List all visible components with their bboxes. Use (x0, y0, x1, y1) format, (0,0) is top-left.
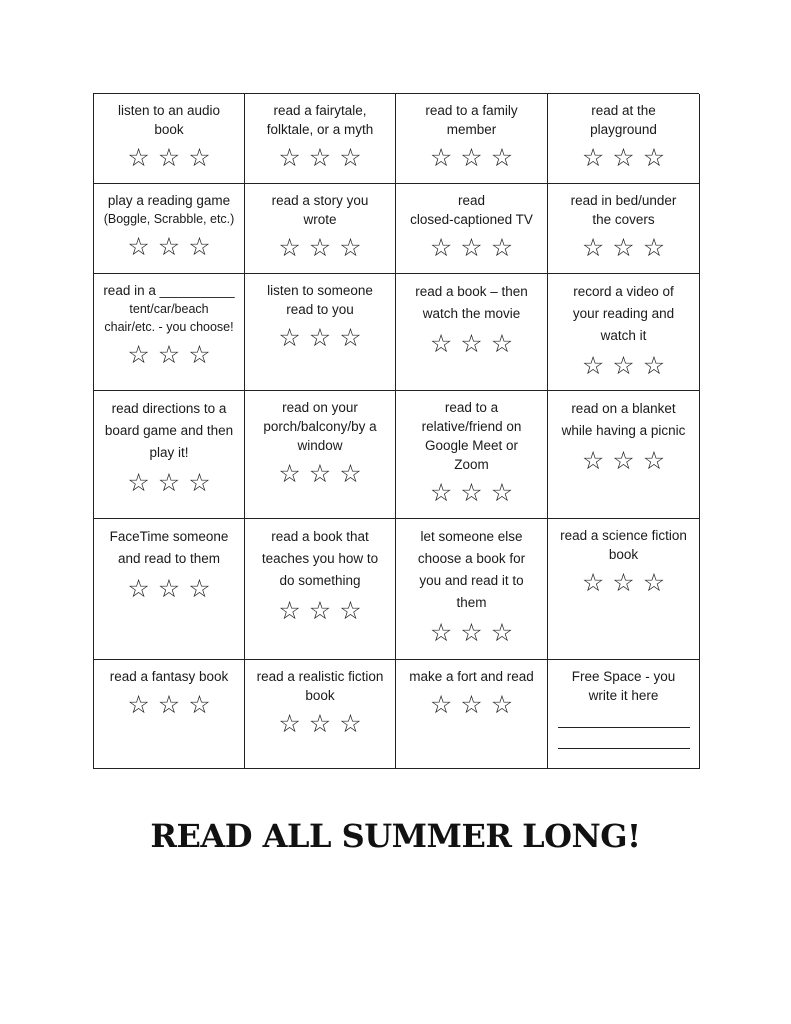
star-outline-icon[interactable]: ☆ (490, 690, 514, 719)
activity-label: make a fort and read (409, 669, 534, 684)
write-in-line[interactable] (558, 728, 690, 749)
activity-cell (396, 391, 548, 519)
activity-cell (245, 274, 396, 391)
activity-subtext: (Boggle, Scrabble, etc.) (103, 212, 235, 226)
star-outline-icon[interactable]: ☆ (460, 690, 483, 719)
star-outline-icon[interactable]: ☆ (188, 232, 211, 261)
star-outline-icon[interactable]: ☆ (429, 690, 453, 719)
activity-text (572, 667, 676, 705)
activity-text (415, 281, 528, 325)
star-outline-icon[interactable]: ☆ (490, 329, 514, 358)
activity-label: read to a family member (425, 103, 518, 137)
star-rating (582, 145, 665, 171)
activity-label: read on your porch/balcony/by a window (263, 400, 377, 453)
star-outline-icon[interactable]: ☆ (339, 233, 362, 262)
star-outline-icon[interactable]: ☆ (642, 143, 666, 172)
star-rating (127, 342, 210, 368)
activity-cell (245, 519, 396, 660)
activity-cell (94, 274, 245, 391)
star-outline-icon[interactable]: ☆ (429, 618, 453, 647)
star-outline-icon[interactable]: ☆ (612, 568, 635, 597)
star-rating (582, 448, 665, 474)
activity-cell (396, 519, 548, 660)
activity-subtext: tent/car/beach chair/etc. - you choose! (104, 302, 234, 334)
star-outline-icon[interactable]: ☆ (642, 233, 666, 262)
activity-text (272, 191, 369, 229)
star-outline-icon[interactable]: ☆ (278, 143, 301, 172)
star-outline-icon[interactable]: ☆ (308, 709, 332, 738)
page-title: READ ALL SUMMER LONG! (150, 817, 641, 855)
star-outline-icon[interactable]: ☆ (612, 143, 635, 172)
star-rating (430, 480, 513, 506)
star-outline-icon[interactable]: ☆ (429, 329, 453, 358)
star-outline-icon[interactable]: ☆ (642, 568, 666, 597)
activity-cell (396, 184, 548, 274)
activity-cell (548, 391, 700, 519)
star-outline-icon[interactable]: ☆ (127, 143, 150, 172)
star-outline-icon[interactable]: ☆ (188, 690, 211, 719)
activity-label: read a book that teaches you how to do something (261, 529, 379, 588)
star-outline-icon[interactable]: ☆ (429, 143, 453, 172)
activity-cell (548, 274, 700, 391)
activity-label: read a science fiction book (560, 528, 687, 562)
activity-cell (396, 660, 548, 769)
star-outline-icon[interactable]: ☆ (429, 478, 453, 507)
star-outline-icon[interactable]: ☆ (127, 232, 150, 261)
activity-text (103, 281, 234, 336)
activity-cell (94, 660, 245, 769)
star-outline-icon[interactable]: ☆ (188, 143, 211, 172)
activity-cell (396, 274, 548, 391)
star-outline-icon[interactable]: ☆ (612, 351, 635, 380)
activity-text (409, 667, 534, 686)
star-rating (127, 576, 210, 602)
write-in-lines (558, 713, 690, 769)
star-outline-icon[interactable]: ☆ (308, 323, 332, 352)
activity-label: read to a relative/friend on Google Meet or Zoom (421, 400, 522, 472)
activity-text (562, 398, 686, 442)
activity-label: read in bed/under the covers (570, 193, 677, 227)
star-outline-icon[interactable]: ☆ (127, 340, 150, 369)
activity-cell (548, 519, 700, 660)
activity-cell (245, 660, 396, 769)
activity-text (590, 101, 657, 139)
activity-label: read a story you wrote (271, 193, 369, 227)
star-outline-icon[interactable]: ☆ (278, 459, 301, 488)
star-outline-icon[interactable]: ☆ (157, 574, 181, 603)
star-outline-icon[interactable]: ☆ (490, 478, 514, 507)
star-rating (127, 234, 210, 260)
star-outline-icon[interactable]: ☆ (308, 233, 332, 262)
star-outline-icon[interactable]: ☆ (612, 233, 635, 262)
star-rating (430, 145, 513, 171)
star-rating (278, 235, 361, 261)
star-outline-icon[interactable]: ☆ (188, 340, 211, 369)
activity-text (267, 281, 373, 319)
activity-label: read a book – then watch the movie (415, 284, 528, 321)
star-outline-icon[interactable]: ☆ (188, 574, 211, 603)
activity-text (118, 101, 220, 139)
star-outline-icon[interactable]: ☆ (339, 459, 362, 488)
star-outline-icon[interactable]: ☆ (127, 574, 150, 603)
activity-label: read directions to a board game and then play it! (104, 401, 234, 460)
reading-bingo-grid (93, 93, 699, 769)
activity-cell (94, 391, 245, 519)
star-rating (430, 331, 513, 357)
star-outline-icon[interactable]: ☆ (429, 233, 453, 262)
activity-text (571, 191, 677, 229)
activity-cell (94, 184, 245, 274)
activity-text (418, 526, 525, 614)
star-outline-icon[interactable]: ☆ (490, 143, 514, 172)
star-rating (430, 235, 513, 261)
activity-label: let someone else choose a book for you and read it to them (417, 529, 526, 610)
star-outline-icon[interactable]: ☆ (581, 143, 605, 172)
activity-label: read a fantasy book (109, 669, 229, 684)
star-rating (430, 692, 513, 718)
activity-text (263, 398, 376, 455)
star-outline-icon[interactable]: ☆ (278, 596, 301, 625)
activity-text (573, 281, 674, 347)
write-in-line[interactable] (558, 713, 690, 728)
activity-text (110, 526, 229, 570)
activity-label: read closed-captioned TV (410, 193, 533, 227)
activity-text (262, 526, 378, 592)
star-outline-icon[interactable]: ☆ (460, 143, 483, 172)
star-outline-icon[interactable]: ☆ (642, 446, 666, 475)
star-rating (278, 598, 361, 624)
activity-cell (94, 519, 245, 660)
star-outline-icon[interactable]: ☆ (612, 446, 635, 475)
star-outline-icon[interactable]: ☆ (581, 568, 605, 597)
activity-text (110, 667, 229, 686)
star-outline-icon[interactable]: ☆ (339, 143, 362, 172)
star-outline-icon[interactable]: ☆ (278, 233, 301, 262)
activity-cell (548, 184, 700, 274)
star-rating (278, 461, 361, 487)
star-rating (582, 353, 665, 379)
activity-cell (245, 184, 396, 274)
activity-text (560, 526, 687, 564)
activity-text (410, 191, 533, 229)
activity-cell (548, 660, 700, 769)
star-rating (127, 470, 210, 496)
activity-label: play a reading game (107, 193, 231, 208)
activity-label: listen to someone read to you (267, 283, 373, 317)
star-outline-icon[interactable]: ☆ (127, 468, 150, 497)
star-rating (278, 145, 361, 171)
star-outline-icon[interactable]: ☆ (308, 143, 332, 172)
star-outline-icon[interactable]: ☆ (490, 233, 514, 262)
star-outline-icon[interactable]: ☆ (339, 323, 362, 352)
star-rating (127, 692, 210, 718)
activity-label: record a video of your reading and watch it (572, 284, 675, 343)
activity-cell (548, 94, 700, 184)
star-outline-icon[interactable]: ☆ (581, 351, 605, 380)
star-rating (430, 620, 513, 646)
activity-text (105, 398, 233, 464)
star-rating (582, 570, 665, 596)
star-rating (127, 145, 210, 171)
star-outline-icon[interactable]: ☆ (339, 596, 362, 625)
star-rating (278, 325, 361, 351)
star-rating (582, 235, 665, 261)
activity-text (257, 667, 384, 705)
star-outline-icon[interactable]: ☆ (460, 478, 483, 507)
activity-label: FaceTime someone and read to them (109, 529, 229, 566)
star-outline-icon[interactable]: ☆ (490, 618, 514, 647)
star-outline-icon[interactable]: ☆ (460, 618, 483, 647)
star-outline-icon[interactable]: ☆ (127, 690, 150, 719)
activity-text (267, 101, 374, 139)
activity-cell (396, 94, 548, 184)
star-outline-icon[interactable]: ☆ (188, 468, 211, 497)
star-outline-icon[interactable]: ☆ (278, 709, 301, 738)
activity-text (425, 101, 517, 139)
activity-text (422, 398, 522, 474)
activity-label: read on a blanket while having a picnic (561, 401, 686, 438)
activity-label: read in a __________ (103, 283, 235, 298)
activity-cell (245, 94, 396, 184)
write-in-line[interactable] (558, 749, 690, 769)
star-outline-icon[interactable]: ☆ (278, 323, 301, 352)
star-outline-icon[interactable]: ☆ (157, 468, 181, 497)
star-outline-icon[interactable]: ☆ (581, 233, 605, 262)
star-rating (278, 711, 361, 737)
star-outline-icon[interactable]: ☆ (157, 340, 181, 369)
star-outline-icon[interactable]: ☆ (157, 232, 181, 261)
activity-label: read at the playground (590, 103, 657, 137)
star-outline-icon[interactable]: ☆ (460, 329, 483, 358)
star-outline-icon[interactable]: ☆ (157, 143, 181, 172)
star-outline-icon[interactable]: ☆ (157, 690, 181, 719)
activity-label: read a fairytale, folktale, or a myth (266, 103, 374, 137)
activity-cell (94, 94, 245, 184)
activity-label: listen to an audio book (117, 103, 221, 137)
activity-label: Free Space - you write it here (571, 669, 676, 703)
star-outline-icon[interactable]: ☆ (460, 233, 483, 262)
activity-text (104, 191, 235, 228)
star-outline-icon[interactable]: ☆ (308, 459, 332, 488)
star-outline-icon[interactable]: ☆ (642, 351, 666, 380)
activity-label: read a realistic fiction book (256, 669, 384, 703)
star-outline-icon[interactable]: ☆ (581, 446, 605, 475)
star-outline-icon[interactable]: ☆ (339, 709, 362, 738)
star-outline-icon[interactable]: ☆ (308, 596, 332, 625)
activity-cell (245, 391, 396, 519)
